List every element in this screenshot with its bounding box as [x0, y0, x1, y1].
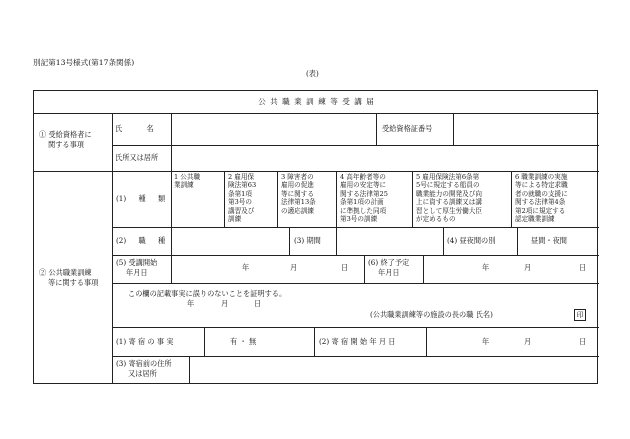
end-label-left-divider [364, 255, 365, 283]
certifier-title: (公共職業訓練等の施設の長の職 氏名) [370, 310, 493, 319]
daynight-value-divider [517, 227, 518, 255]
job-period-divider [289, 227, 290, 255]
cert-label-left-divider [376, 113, 377, 145]
training-type-3: 3 障害者の 雇用の促進 等に関する 法律第13条 の適応訓練 [281, 173, 316, 215]
certify-year: 年 [187, 299, 195, 308]
period-label: (3) 期間 [294, 236, 321, 245]
training-section-label-1: ② 公共職業訓練 [39, 268, 92, 277]
type-col-divider-3 [336, 171, 337, 227]
training-registration-form [33, 90, 598, 384]
address-label: 氏所又は居所 [115, 153, 159, 162]
job-label: (2) 職 種 [116, 236, 166, 245]
training-type-1: 1 公共職 業訓練 [174, 173, 201, 190]
type-row-divider [112, 227, 599, 228]
lodging-start-label: (2) 寄 宿 開 始 年 月 日 [319, 337, 396, 346]
end-month: 月 [524, 263, 532, 272]
job-row-divider [112, 255, 599, 256]
cert-label-right-divider [453, 113, 454, 145]
start-label-2: 年月日 [126, 268, 148, 277]
lodging-label: (1) 寄 宿 の 事 実 [116, 337, 174, 346]
start-month: 月 [290, 263, 298, 272]
section-divider [34, 171, 599, 172]
end-day: 日 [579, 263, 587, 272]
form-number: 別記第13号様式(第17条関係) [33, 58, 135, 67]
seal-mark: 印 [574, 309, 586, 321]
name-row-divider [112, 145, 599, 146]
lodging-start-month: 月 [524, 337, 532, 346]
title-divider [34, 113, 599, 114]
training-type-4: 4 高年齢者等の 雇用の安定等に 関する法律第25 条第1項の計画 に準拠した同項 第3号の訓練 [340, 173, 388, 224]
lodging-start-day: 日 [579, 337, 587, 346]
type-col-divider-2 [277, 171, 278, 227]
end-year: 年 [482, 263, 490, 272]
form-title: 公 共 職 業 訓 練 等 受 講 届 [258, 97, 375, 106]
training-type-2: 2 雇用保 険法第63 条第1項 第3号の 講習及び 訓練 [228, 173, 257, 224]
lodging-start-year: 年 [482, 337, 490, 346]
training-type-5: 5 雇用保険法第6条第 5号に規定する船員の 職業能力の開発及び向 上に資する訓練又は講 習として厚生労働大臣 が定めるもの [416, 173, 482, 224]
certify-row-divider [112, 327, 599, 328]
start-label-divider [171, 255, 172, 283]
type-label: (1) 種 類 [116, 194, 166, 203]
lodging-value-divider [314, 327, 315, 356]
lodging-value: 有 ・ 無 [230, 337, 257, 346]
name-label-divider [171, 113, 172, 171]
type-col-divider-4 [412, 171, 413, 227]
end-label-right-divider [423, 255, 424, 283]
end-label-1: (6) 終了予定 [368, 258, 410, 267]
start-label-1: (5) 受講開始 [116, 258, 158, 267]
label-column-divider [112, 113, 113, 384]
start-year: 年 [242, 263, 250, 272]
prev-address-label-1: (3) 寄宿前の住所 [116, 359, 172, 368]
daynight-label-divider [443, 227, 444, 255]
lodging-start-divider [426, 327, 427, 356]
applicant-section-label-1: ① 受給資格者に [39, 130, 92, 139]
type-col-divider-5 [511, 171, 512, 227]
name-label: 氏 名 [115, 124, 154, 133]
prev-address-label-2: 又は居所 [128, 369, 157, 378]
certify-day: 日 [254, 299, 262, 308]
training-type-6: 6 職業訓練の実施 等による特定求職 者の就職の支援に 関する法律第4条 第2項に規定する 認定職業訓練 [515, 173, 568, 224]
certify-month: 月 [221, 299, 229, 308]
daynight-label: (4) 昼夜間の別 [447, 236, 496, 245]
type-col-divider-1 [224, 171, 225, 227]
page-side-label: (表) [306, 69, 319, 78]
prev-address-divider [189, 356, 190, 384]
start-day: 日 [341, 263, 349, 272]
lodging-label-divider [204, 327, 205, 356]
daynight-value: 昼間・夜間 [531, 236, 567, 245]
lodging-row-divider [112, 356, 599, 357]
type-label-divider [171, 171, 172, 255]
end-label-2: 年月日 [378, 268, 400, 277]
certify-text: この欄の記載事実に誤りのないことを証明する。 [128, 289, 287, 298]
applicant-section-label-2: 関する事項 [48, 140, 84, 149]
period-label-divider [336, 227, 337, 255]
training-section-label-2: 等に関する事項 [48, 278, 99, 287]
date-row-divider [112, 283, 599, 284]
cert-number-label: 受給資格証番号 [382, 124, 433, 133]
